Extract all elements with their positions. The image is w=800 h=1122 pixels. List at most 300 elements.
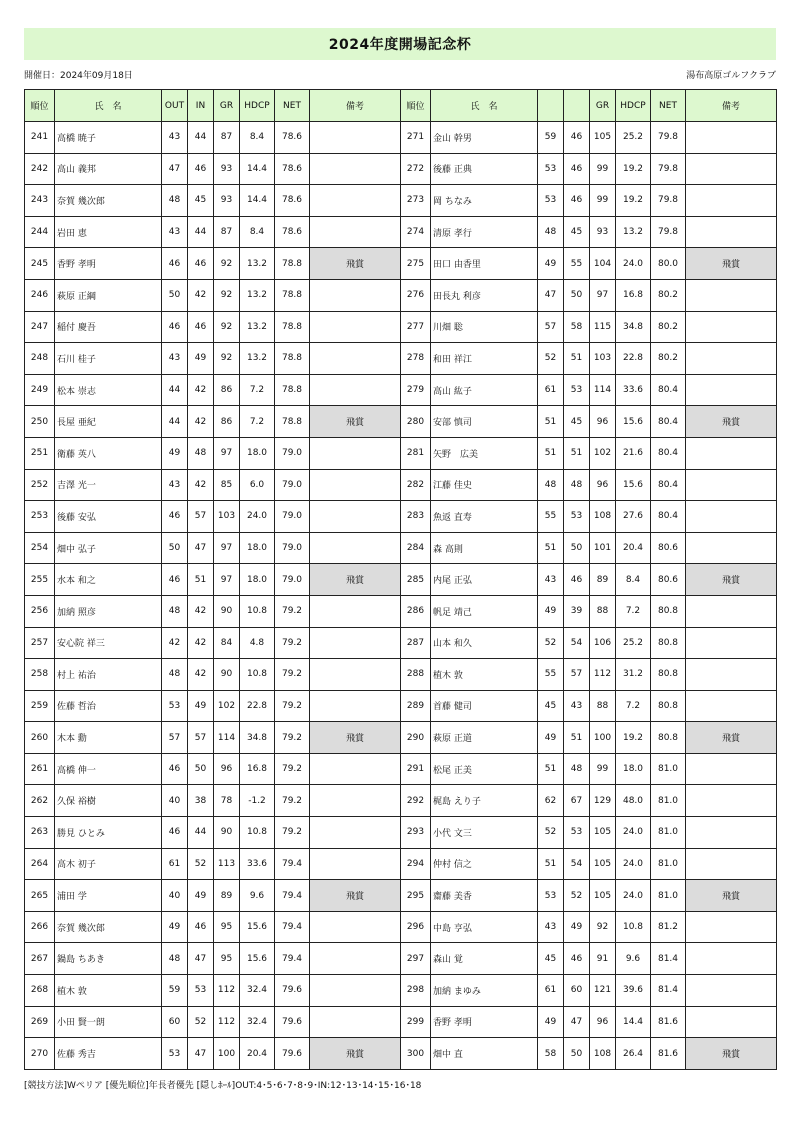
cell-gr: 97	[214, 437, 240, 469]
cell-in: 45	[188, 185, 214, 217]
cell-in: 39	[564, 595, 590, 627]
cell-hdcp: 10.8	[616, 911, 651, 943]
cell-out: 48	[162, 659, 188, 691]
cell-name: 奈賀 幾次郎	[55, 911, 162, 943]
cell-rank: 287	[401, 627, 431, 659]
cell-note	[310, 943, 401, 975]
table-row	[401, 785, 777, 817]
cell-hdcp: 24.0	[616, 248, 651, 280]
cell-gr: 92	[214, 248, 240, 280]
cell-net: 79.8	[651, 216, 686, 248]
cell-out: 61	[538, 374, 564, 406]
cell-out: 51	[538, 437, 564, 469]
cell-in: 46	[564, 943, 590, 975]
cell-hdcp: 8.4	[240, 216, 275, 248]
cell-name: 仲村 信之	[431, 848, 538, 880]
cell-note	[686, 753, 777, 785]
cell-note	[310, 1006, 401, 1038]
cell-gr: 88	[590, 595, 616, 627]
cell-gr: 121	[590, 975, 616, 1007]
cell-hdcp: 8.4	[240, 122, 275, 154]
cell-net: 79.2	[275, 753, 310, 785]
cell-note: 飛賞	[686, 406, 777, 438]
cell-note: 飛賞	[310, 1038, 401, 1070]
cell-note	[310, 659, 401, 691]
cell-hdcp: 21.6	[616, 437, 651, 469]
cell-rank: 259	[25, 690, 55, 722]
cell-name: 梶島 えり子	[431, 785, 538, 817]
cell-out: 52	[538, 343, 564, 375]
table-row	[401, 437, 777, 469]
cell-hdcp: 16.8	[240, 753, 275, 785]
cell-gr: 97	[214, 532, 240, 564]
header-out	[538, 90, 564, 122]
cell-out: 48	[538, 469, 564, 501]
cell-hdcp: 18.0	[240, 437, 275, 469]
table-row	[25, 564, 401, 596]
cell-note	[686, 437, 777, 469]
cell-net: 80.6	[651, 532, 686, 564]
cell-hdcp: 25.2	[616, 627, 651, 659]
cell-in: 42	[188, 469, 214, 501]
cell-out: 58	[538, 1038, 564, 1070]
cell-hdcp: 10.8	[240, 595, 275, 627]
cell-name: 後藤 安弘	[55, 501, 162, 533]
cell-net: 81.0	[651, 753, 686, 785]
cell-out: 52	[538, 627, 564, 659]
cell-out: 46	[162, 817, 188, 849]
cell-name: 浦田 学	[55, 880, 162, 912]
cell-note	[310, 690, 401, 722]
cell-note	[310, 279, 401, 311]
cell-net: 79.4	[275, 880, 310, 912]
cell-note	[686, 1006, 777, 1038]
cell-in: 49	[188, 343, 214, 375]
cell-gr: 103	[214, 501, 240, 533]
cell-note	[686, 627, 777, 659]
cell-rank: 244	[25, 216, 55, 248]
cell-in: 51	[564, 722, 590, 754]
cell-rank: 280	[401, 406, 431, 438]
cell-rank: 251	[25, 437, 55, 469]
cell-note	[310, 153, 401, 185]
cell-net: 79.8	[651, 153, 686, 185]
cell-note	[686, 122, 777, 154]
header-gr: GR	[214, 90, 240, 122]
cell-out: 49	[538, 722, 564, 754]
cell-hdcp: 20.4	[616, 532, 651, 564]
table-row	[401, 532, 777, 564]
cell-rank: 256	[25, 595, 55, 627]
cell-note	[686, 153, 777, 185]
cell-gr: 105	[590, 122, 616, 154]
header-in: IN	[188, 90, 214, 122]
cell-in: 45	[564, 406, 590, 438]
cell-note	[686, 216, 777, 248]
cell-in: 42	[188, 659, 214, 691]
cell-rank: 284	[401, 532, 431, 564]
cell-net: 78.6	[275, 185, 310, 217]
cell-name: 内尾 正弘	[431, 564, 538, 596]
cell-rank: 272	[401, 153, 431, 185]
table-row	[401, 374, 777, 406]
cell-net: 79.6	[275, 1038, 310, 1070]
cell-name: 衛藤 英八	[55, 437, 162, 469]
cell-gr: 92	[590, 911, 616, 943]
cell-rank: 281	[401, 437, 431, 469]
header-hdcp: HDCP	[240, 90, 275, 122]
cell-note	[310, 185, 401, 217]
cell-name: 長屋 亜紀	[55, 406, 162, 438]
cell-gr: 102	[590, 437, 616, 469]
page-title: 2024年度開場記念杯	[328, 37, 472, 53]
cell-out: 47	[162, 153, 188, 185]
cell-out: 50	[162, 279, 188, 311]
cell-note: 飛賞	[310, 564, 401, 596]
cell-note: 飛賞	[686, 880, 777, 912]
cell-out: 49	[162, 911, 188, 943]
cell-in: 53	[188, 975, 214, 1007]
cell-rank: 260	[25, 722, 55, 754]
header-note: 備考	[686, 90, 777, 122]
cell-gr: 114	[590, 374, 616, 406]
cell-out: 46	[162, 501, 188, 533]
cell-rank: 265	[25, 880, 55, 912]
cell-name: 加納 まゆみ	[431, 975, 538, 1007]
cell-name: 松尾 正美	[431, 753, 538, 785]
cell-name: 萩原 正道	[431, 722, 538, 754]
table-row	[25, 406, 401, 438]
cell-note	[310, 627, 401, 659]
cell-note	[686, 817, 777, 849]
cell-gr: 112	[214, 1006, 240, 1038]
cell-note	[310, 374, 401, 406]
cell-out: 55	[538, 501, 564, 533]
cell-note	[686, 595, 777, 627]
cell-rank: 295	[401, 880, 431, 912]
cell-in: 45	[564, 216, 590, 248]
cell-in: 47	[188, 1038, 214, 1070]
cell-name: 畑中 弘子	[55, 532, 162, 564]
cell-hdcp: 31.2	[616, 659, 651, 691]
cell-note	[310, 501, 401, 533]
cell-net: 78.8	[275, 279, 310, 311]
cell-name: 高橋 暁子	[55, 122, 162, 154]
cell-note	[686, 185, 777, 217]
table-row	[401, 343, 777, 375]
cell-name: 村上 祐治	[55, 659, 162, 691]
cell-note	[310, 848, 401, 880]
cell-out: 44	[162, 374, 188, 406]
cell-hdcp: 27.6	[616, 501, 651, 533]
cell-hdcp: 18.0	[240, 564, 275, 596]
cell-rank: 258	[25, 659, 55, 691]
cell-hdcp: 24.0	[616, 848, 651, 880]
cell-hdcp: 24.0	[240, 501, 275, 533]
cell-note: 飛賞	[686, 722, 777, 754]
table-row	[401, 564, 777, 596]
cell-name: 首藤 健司	[431, 690, 538, 722]
cell-in: 49	[188, 690, 214, 722]
cell-out: 43	[162, 469, 188, 501]
header-rank: 順位	[401, 90, 431, 122]
cell-net: 79.4	[275, 911, 310, 943]
cell-out: 43	[538, 564, 564, 596]
cell-rank: 288	[401, 659, 431, 691]
header-name: 氏 名	[431, 90, 538, 122]
cell-name: 岩田 恵	[55, 216, 162, 248]
table-row	[25, 785, 401, 817]
cell-name: 小代 文三	[431, 817, 538, 849]
cell-out: 49	[538, 595, 564, 627]
cell-gr: 100	[590, 722, 616, 754]
cell-out: 61	[538, 975, 564, 1007]
cell-net: 80.2	[651, 279, 686, 311]
table-row	[25, 943, 401, 975]
cell-note: 飛賞	[310, 406, 401, 438]
cell-out: 46	[162, 753, 188, 785]
cell-hdcp: 15.6	[616, 406, 651, 438]
cell-net: 79.6	[275, 1006, 310, 1038]
table-row	[401, 848, 777, 880]
cell-in: 50	[188, 753, 214, 785]
header-net: NET	[275, 90, 310, 122]
table-row	[401, 817, 777, 849]
cell-in: 49	[188, 880, 214, 912]
cell-name: 高橋 伸一	[55, 753, 162, 785]
table-row	[25, 880, 401, 912]
cell-gr: 86	[214, 374, 240, 406]
cell-rank: 285	[401, 564, 431, 596]
cell-name: 魚返 直寿	[431, 501, 538, 533]
cell-gr: 87	[214, 216, 240, 248]
cell-name: 森 高則	[431, 532, 538, 564]
cell-rank: 257	[25, 627, 55, 659]
cell-net: 78.6	[275, 153, 310, 185]
header-rank: 順位	[25, 90, 55, 122]
cell-out: 48	[162, 943, 188, 975]
cell-net: 80.4	[651, 374, 686, 406]
cell-name: 高山 紘子	[431, 374, 538, 406]
table-row	[401, 1038, 777, 1070]
cell-name: 植木 敦	[431, 659, 538, 691]
cell-gr: 89	[214, 880, 240, 912]
cell-name: 久保 裕樹	[55, 785, 162, 817]
cell-hdcp: 34.8	[240, 722, 275, 754]
cell-note	[686, 690, 777, 722]
cell-rank: 255	[25, 564, 55, 596]
table-row	[25, 279, 401, 311]
table-row	[401, 501, 777, 533]
table-row	[25, 374, 401, 406]
cell-gr: 105	[590, 848, 616, 880]
cell-note	[310, 469, 401, 501]
cell-out: 46	[162, 564, 188, 596]
table-row	[25, 1006, 401, 1038]
cell-gr: 114	[214, 722, 240, 754]
table-row	[25, 975, 401, 1007]
cell-rank: 299	[401, 1006, 431, 1038]
cell-out: 48	[538, 216, 564, 248]
cell-rank: 271	[401, 122, 431, 154]
cell-note	[310, 311, 401, 343]
header-net: NET	[651, 90, 686, 122]
cell-gr: 113	[214, 848, 240, 880]
cell-gr: 104	[590, 248, 616, 280]
cell-out: 43	[162, 216, 188, 248]
cell-gr: 87	[214, 122, 240, 154]
cell-in: 46	[564, 185, 590, 217]
cell-rank: 241	[25, 122, 55, 154]
cell-note: 飛賞	[310, 880, 401, 912]
table-row	[25, 753, 401, 785]
cell-net: 80.4	[651, 501, 686, 533]
cell-net: 79.2	[275, 659, 310, 691]
cell-net: 80.8	[651, 595, 686, 627]
table-row	[401, 753, 777, 785]
cell-in: 50	[564, 532, 590, 564]
cell-net: 81.0	[651, 848, 686, 880]
cell-gr: 78	[214, 785, 240, 817]
cell-in: 42	[188, 627, 214, 659]
table-row	[25, 722, 401, 754]
cell-rank: 243	[25, 185, 55, 217]
cell-rank: 294	[401, 848, 431, 880]
cell-out: 53	[162, 1038, 188, 1070]
cell-name: 勝見 ひとみ	[55, 817, 162, 849]
cell-rank: 269	[25, 1006, 55, 1038]
cell-hdcp: 14.4	[616, 1006, 651, 1038]
cell-hdcp: 13.2	[240, 248, 275, 280]
table-header	[401, 90, 777, 122]
cell-net: 78.8	[275, 311, 310, 343]
cell-net: 81.0	[651, 817, 686, 849]
cell-name: 萩原 正綱	[55, 279, 162, 311]
cell-in: 50	[564, 1038, 590, 1070]
cell-rank: 290	[401, 722, 431, 754]
cell-rank: 279	[401, 374, 431, 406]
cell-gr: 96	[214, 753, 240, 785]
cell-rank: 274	[401, 216, 431, 248]
cell-out: 52	[538, 817, 564, 849]
header-hdcp: HDCP	[616, 90, 651, 122]
cell-out: 46	[162, 248, 188, 280]
cell-gr: 102	[214, 690, 240, 722]
cell-gr: 97	[214, 564, 240, 596]
cell-net: 80.8	[651, 659, 686, 691]
cell-net: 80.4	[651, 406, 686, 438]
cell-in: 57	[188, 722, 214, 754]
cell-name: 石川 桂子	[55, 343, 162, 375]
cell-note	[310, 122, 401, 154]
cell-rank: 264	[25, 848, 55, 880]
cell-hdcp: 7.2	[616, 690, 651, 722]
cell-hdcp: 14.4	[240, 153, 275, 185]
cell-rank: 273	[401, 185, 431, 217]
cell-name: 奈賀 幾次郎	[55, 185, 162, 217]
table-row	[401, 185, 777, 217]
cell-in: 57	[188, 501, 214, 533]
cell-out: 49	[538, 1006, 564, 1038]
cell-net: 80.8	[651, 627, 686, 659]
cell-hdcp: 8.4	[616, 564, 651, 596]
cell-hdcp: 13.2	[240, 343, 275, 375]
cell-net: 81.4	[651, 943, 686, 975]
cell-note	[686, 911, 777, 943]
cell-out: 49	[538, 248, 564, 280]
cell-note	[310, 437, 401, 469]
table-row	[25, 311, 401, 343]
results-table-right	[400, 89, 777, 1070]
cell-in: 46	[188, 911, 214, 943]
cell-hdcp: 7.2	[616, 595, 651, 627]
cell-out: 57	[162, 722, 188, 754]
table-row	[25, 216, 401, 248]
table-row	[401, 975, 777, 1007]
cell-rank: 266	[25, 911, 55, 943]
cell-gr: 108	[590, 1038, 616, 1070]
cell-net: 79.0	[275, 564, 310, 596]
cell-in: 46	[188, 311, 214, 343]
cell-out: 57	[538, 311, 564, 343]
cell-hdcp: 19.2	[616, 153, 651, 185]
cell-gr: 96	[590, 469, 616, 501]
cell-in: 48	[564, 753, 590, 785]
table-row	[401, 659, 777, 691]
cell-note	[686, 343, 777, 375]
table-row	[25, 1038, 401, 1070]
cell-net: 78.8	[275, 343, 310, 375]
cell-out: 43	[162, 122, 188, 154]
cell-net: 79.2	[275, 722, 310, 754]
cell-rank: 246	[25, 279, 55, 311]
cell-hdcp: 39.6	[616, 975, 651, 1007]
cell-in: 44	[188, 216, 214, 248]
cell-out: 49	[162, 437, 188, 469]
header-out: OUT	[162, 90, 188, 122]
cell-gr: 89	[590, 564, 616, 596]
cell-gr: 93	[214, 153, 240, 185]
cell-hdcp: 18.0	[616, 753, 651, 785]
cell-gr: 100	[214, 1038, 240, 1070]
competition-rules-footer: [競技方法]Wペリア [優先順位]年長者優先 [隠しﾎｰﾙ]OUT:4･5･6･7･8･9･IN:12･13･14･15･16･18	[24, 1081, 422, 1091]
cell-out: 50	[162, 532, 188, 564]
table-row	[25, 122, 401, 154]
cell-gr: 93	[214, 185, 240, 217]
cell-gr: 95	[214, 943, 240, 975]
cell-hdcp: 24.0	[616, 880, 651, 912]
cell-out: 53	[162, 690, 188, 722]
cell-in: 44	[188, 817, 214, 849]
cell-out: 51	[538, 753, 564, 785]
cell-out: 51	[538, 406, 564, 438]
cell-hdcp: 4.8	[240, 627, 275, 659]
table-row	[25, 595, 401, 627]
table-row	[401, 722, 777, 754]
cell-gr: 112	[590, 659, 616, 691]
cell-net: 78.8	[275, 406, 310, 438]
cell-net: 80.8	[651, 722, 686, 754]
table-row	[401, 216, 777, 248]
cell-rank: 275	[401, 248, 431, 280]
cell-note	[310, 595, 401, 627]
cell-in: 54	[564, 848, 590, 880]
cell-hdcp: 16.8	[616, 279, 651, 311]
cell-in: 46	[564, 564, 590, 596]
cell-note	[686, 469, 777, 501]
cell-gr: 90	[214, 817, 240, 849]
cell-note	[686, 374, 777, 406]
